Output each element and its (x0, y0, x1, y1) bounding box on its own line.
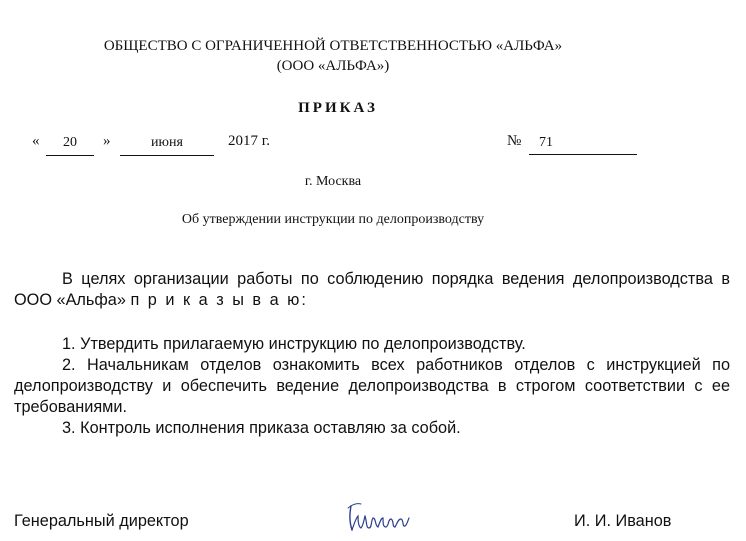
list-item: 2. Начальникам отделов ознакомить всех работников отделов с инструкцией по делопроизводству и обеспечить ведение делопроизводства в строгом соответствии с ее требованиями. (14, 356, 730, 416)
signatory-position: Генеральный директор (14, 512, 189, 530)
date-day-field: 20 (46, 133, 94, 156)
lead-text: В целях организации работы по соблюдению порядка ведения делопроизводства в ООО «Альфа» (14, 270, 730, 309)
organization-name: ОБЩЕСТВО С ОГРАНИЧЕННОЙ ОТВЕТСТВЕННОСТЬЮ «АЛЬФА» (103, 38, 563, 54)
list-item: 1. Утвердить прилагаемую инструкцию по делопроизводству. (62, 335, 526, 353)
lead-paragraph (14, 269, 730, 311)
organization-short-name: (ООО «АЛЬФА») (276, 58, 390, 74)
date-year: 2017 г. (228, 133, 270, 149)
order-subject: Об утверждении инструкции по делопроизводству (181, 212, 485, 227)
date-month-field: июня (120, 133, 214, 156)
document-title: ПРИКАЗ (298, 100, 378, 116)
city-line: г. Москва (304, 174, 362, 189)
signatory-name: И. И. Иванов (574, 512, 672, 530)
handwritten-signature (345, 498, 415, 534)
list-item: 3. Контроль исполнения приказа оставляю за собой. (62, 419, 461, 437)
date-open-quote: « (32, 133, 40, 149)
order-items (14, 334, 730, 439)
lead-command: п р и к а з ы в а ю: (130, 291, 308, 309)
order-number-field: 71 (529, 133, 637, 155)
date-close-quote: » (103, 133, 111, 149)
number-sign: № (507, 133, 522, 149)
